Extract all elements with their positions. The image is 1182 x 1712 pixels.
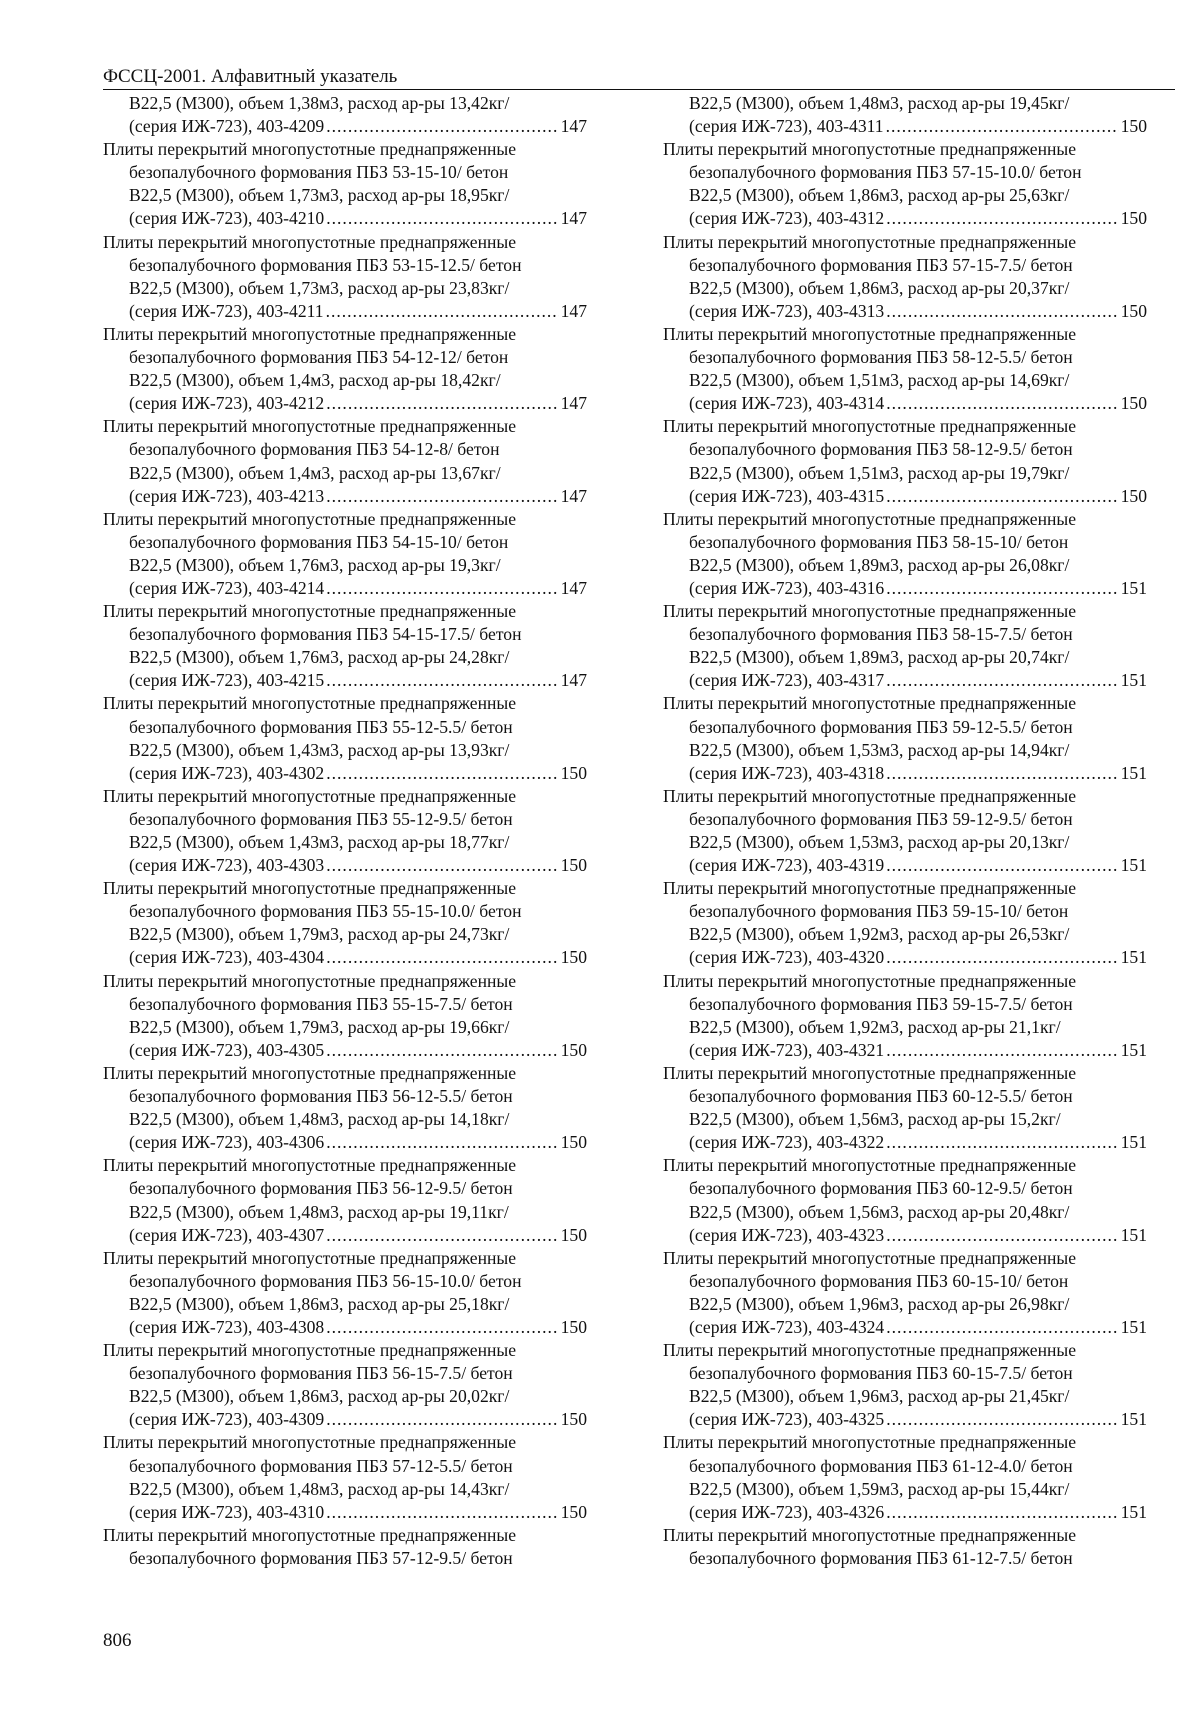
dot-leader [326,392,558,415]
index-entry-line: безопалубочного формования ПБЗ 60-12-5.5/ бетон [689,1086,1073,1107]
entry-text: (серия ИЖ-723), 403-4210 [129,208,325,229]
index-entry-line: безопалубочного формования ПБЗ 58-12-9.5/ бетон [689,439,1073,460]
entry-text: (серия ИЖ-723), 403-4306 [129,1132,325,1153]
entry-text: (серия ИЖ-723), 403-4313 [689,300,885,321]
index-entry-line: безопалубочного формования ПБЗ 57-15-10.0/ бетон [689,162,1082,183]
index-entry-line: безопалубочного формования ПБЗ 59-15-7.5/ бетон [689,993,1073,1014]
index-entry-heading: Плиты перекрытий многопустотные преднапряженные [103,323,517,344]
entry-page-number: 147 [560,393,587,414]
index-entry-line: безопалубочного формования ПБЗ 56-15-10.0/ бетон [129,1270,522,1291]
entry-page-number: 151 [1120,1039,1147,1060]
index-entry-heading: Плиты перекрытий многопустотные преднапряженные [663,508,1077,529]
index-entry-line: безопалубочного формования ПБЗ 54-12-8/ бетон [129,439,500,460]
index-entry-heading: Плиты перекрытий многопустотные преднапряженные [663,785,1077,806]
entry-text: (серия ИЖ-723), 403-4324 [689,1316,885,1337]
dot-leader [326,1224,558,1247]
entry-text: (серия ИЖ-723), 403-4307 [129,1224,325,1245]
index-entry-heading: Плиты перекрытий многопустотные преднапряженные [103,1247,517,1268]
dot-leader [326,946,558,969]
index-entry-reference [103,1224,587,1247]
entry-page-number: 151 [1120,1501,1147,1522]
index-entry-reference [103,392,587,415]
entry-text: (серия ИЖ-723), 403-4311 [689,116,884,137]
index-entry-heading: Плиты перекрытий многопустотные преднапряженные [663,970,1077,991]
entry-text: (серия ИЖ-723), 403-4209 [129,116,325,137]
entry-page-number: 147 [560,208,587,229]
index-entry-line: безопалубочного формования ПБЗ 57-15-7.5/ бетон [689,254,1073,275]
index-entry-line: В22,5 (М300), объем 1,73м3, расход ар-ры 23,83кг/ [129,277,510,298]
entry-page-number: 150 [560,947,587,968]
index-entry-line: В22,5 (М300), объем 1,59м3, расход ар-ры 15,44кг/ [689,1478,1070,1499]
index-entry-reference [103,115,587,138]
index-entry-line: В22,5 (М300), объем 1,48м3, расход ар-ры 19,45кг/ [689,93,1070,113]
index-entry-line: безопалубочного формования ПБЗ 59-12-9.5/ бетон [689,808,1073,829]
dot-leader [326,1039,558,1062]
entry-page-number: 151 [1120,1316,1147,1337]
entry-text: (серия ИЖ-723), 403-4310 [129,1501,325,1522]
index-entry-line: безопалубочного формования ПБЗ 55-15-7.5/ бетон [129,993,513,1014]
index-entry-reference [663,762,1147,785]
dot-leader [886,485,1118,508]
index-entry-heading: Плиты перекрытий многопустотные преднапряженные [663,139,1077,160]
index-entry-line: В22,5 (М300), объем 1,96м3, расход ар-ры 26,98кг/ [689,1293,1070,1314]
index-entry-line: безопалубочного формования ПБЗ 59-12-5.5/ бетон [689,716,1073,737]
index-entry-line: В22,5 (М300), объем 1,38м3, расход ар-ры 13,42кг/ [129,93,510,113]
dot-leader [326,1131,558,1154]
index-entry-line: безопалубочного формования ПБЗ 60-15-10/ бетон [689,1270,1069,1291]
index-entry-line: В22,5 (М300), объем 1,86м3, расход ар-ры 25,63кг/ [689,185,1070,206]
index-entry-heading: Плиты перекрытий многопустотные преднапряженные [663,1432,1077,1453]
index-entry-heading: Плиты перекрытий многопустотные преднапряженные [663,416,1077,437]
index-entry-line: В22,5 (М300), объем 1,86м3, расход ар-ры 25,18кг/ [129,1293,510,1314]
index-entry-line: безопалубочного формования ПБЗ 56-12-9.5/ бетон [129,1178,513,1199]
page-number: 806 [103,1630,132,1651]
dot-leader [886,1316,1118,1339]
entry-text: (серия ИЖ-723), 403-4318 [689,762,885,783]
index-entry-line: безопалубочного формования ПБЗ 55-12-9.5/ бетон [129,808,513,829]
entry-page-number: 151 [1120,1132,1147,1153]
entry-page-number: 150 [560,1316,587,1337]
index-entry-heading: Плиты перекрытий многопустотные преднапряженные [103,416,517,437]
index-entry-line: В22,5 (М300), объем 1,86м3, расход ар-ры 20,02кг/ [129,1386,510,1407]
index-entry-heading: Плиты перекрытий многопустотные преднапряженные [103,508,517,529]
index-entry-line: В22,5 (М300), объем 1,89м3, расход ар-ры 20,74кг/ [689,647,1070,668]
entry-page-number: 147 [560,300,587,321]
index-entry-line: В22,5 (М300), объем 1,53м3, расход ар-ры 20,13кг/ [689,832,1070,852]
dot-leader [886,300,1118,323]
index-entry-line: безопалубочного формования ПБЗ 61-12-4.0/ бетон [689,1455,1073,1476]
index-entry-line: безопалубочного формования ПБЗ 57-12-9.5/ бетон [129,1547,513,1568]
dot-leader [886,115,1119,138]
index-entry-reference [663,392,1147,415]
index-entry-line: В22,5 (М300), объем 1,43м3, расход ар-ры 13,93кг/ [129,739,510,760]
entry-page-number: 151 [1120,577,1147,598]
entry-text: (серия ИЖ-723), 403-4321 [689,1039,885,1060]
dot-leader [886,854,1118,877]
entry-page-number: 150 [560,855,587,876]
dot-leader [886,392,1118,415]
entry-text: (серия ИЖ-723), 403-4309 [129,1409,325,1430]
entry-page-number: 150 [1120,208,1147,229]
dot-leader [886,1039,1118,1062]
entry-text: (серия ИЖ-723), 403-4303 [129,855,325,876]
index-entry-line: В22,5 (М300), объем 1,92м3, расход ар-ры 26,53кг/ [689,924,1070,945]
entry-page-number: 150 [1120,485,1147,506]
index-entry-heading: Плиты перекрытий многопустотные преднапряженные [663,693,1077,714]
index-column-left [103,92,587,1570]
index-entry-line: В22,5 (М300), объем 1,79м3, расход ар-ры 24,73кг/ [129,924,510,945]
dot-leader [326,577,558,600]
entry-page-number: 147 [560,670,587,691]
dot-leader [886,1501,1118,1524]
dot-leader [886,946,1118,969]
index-entry-line: В22,5 (М300), объем 1,79м3, расход ар-ры 19,66кг/ [129,1016,510,1037]
dot-leader [886,577,1118,600]
entry-text: (серия ИЖ-723), 403-4316 [689,577,885,598]
entry-text: (серия ИЖ-723), 403-4325 [689,1409,885,1430]
index-entry-heading: Плиты перекрытий многопустотные преднапряженные [103,693,517,714]
index-entry-line: безопалубочного формования ПБЗ 58-12-5.5/ бетон [689,347,1073,368]
index-entry-heading: Плиты перекрытий многопустотные преднапряженные [103,1155,517,1176]
index-entry-line: В22,5 (М300), объем 1,4м3, расход ар-ры 18,42кг/ [129,370,501,391]
index-entry-heading: Плиты перекрытий многопустотные преднапряженные [663,601,1077,622]
dot-leader [326,669,558,692]
index-entry-line: безопалубочного формования ПБЗ 54-15-17.5/ бетон [129,624,522,645]
index-entry-line: безопалубочного формования ПБЗ 58-15-7.5/ бетон [689,624,1073,645]
dot-leader [886,1408,1118,1431]
index-entry-reference [103,1501,587,1524]
index-entry-reference [663,669,1147,692]
index-entry-reference [103,300,587,323]
entry-page-number: 151 [1120,670,1147,691]
index-entry-line: безопалубочного формования ПБЗ 55-12-5.5/ бетон [129,716,513,737]
dot-leader [886,762,1118,785]
entry-text: (серия ИЖ-723), 403-4326 [689,1501,885,1522]
entry-page-number: 151 [1120,947,1147,968]
index-entry-reference [663,854,1147,877]
index-entry-line: В22,5 (М300), объем 1,48м3, расход ар-ры 14,18кг/ [129,1109,510,1130]
entry-page-number: 150 [560,1501,587,1522]
index-entry-line: безопалубочного формования ПБЗ 57-12-5.5/ бетон [129,1455,513,1476]
index-entry-heading: Плиты перекрытий многопустотные преднапряженные [663,323,1077,344]
index-entry-reference [663,946,1147,969]
entry-text: (серия ИЖ-723), 403-4305 [129,1039,325,1060]
entry-page-number: 150 [560,762,587,783]
index-entry-line: В22,5 (М300), объем 1,53м3, расход ар-ры 14,94кг/ [689,739,1070,760]
index-entry-reference [663,1131,1147,1154]
index-entry-heading: Плиты перекрытий многопустотные преднапряженные [663,878,1077,899]
entry-text: (серия ИЖ-723), 403-4302 [129,762,325,783]
entry-page-number: 147 [560,116,587,137]
index-entry-heading: Плиты перекрытий многопустотные преднапряженные [663,231,1077,252]
index-entry-line: В22,5 (М300), объем 1,48м3, расход ар-ры 14,43кг/ [129,1478,510,1499]
index-entry-reference [103,854,587,877]
index-entry-reference [103,1131,587,1154]
index-entry-heading: Плиты перекрытий многопустотные преднапряженные [103,878,517,899]
dot-leader [326,854,558,877]
entry-text: (серия ИЖ-723), 403-4312 [689,208,885,229]
index-entry-line: В22,5 (М300), объем 1,48м3, расход ар-ры 19,11кг/ [129,1201,509,1222]
index-entry-heading: Плиты перекрытий многопустотные преднапряженные [103,1432,517,1453]
index-entry-line: В22,5 (М300), объем 1,4м3, расход ар-ры 13,67кг/ [129,462,501,483]
index-entry-line: безопалубочного формования ПБЗ 56-15-7.5/ бетон [129,1363,513,1384]
index-entry-heading: Плиты перекрытий многопустотные преднапряженные [663,1247,1077,1268]
dot-leader [326,300,559,323]
index-entry-reference [663,300,1147,323]
index-entry-reference [663,207,1147,230]
index-entry-reference [103,207,587,230]
dot-leader [326,207,558,230]
index-entry-reference [103,1408,587,1431]
index-entry-line: В22,5 (М300), объем 1,51м3, расход ар-ры 14,69кг/ [689,370,1070,391]
entry-text: (серия ИЖ-723), 403-4319 [689,855,885,876]
index-entry-reference [663,1408,1147,1431]
entry-text: (серия ИЖ-723), 403-4323 [689,1224,885,1245]
entry-text: (серия ИЖ-723), 403-4314 [689,393,885,414]
entry-text: (серия ИЖ-723), 403-4211 [129,300,324,321]
index-entry-reference [663,1039,1147,1062]
dot-leader [326,1316,558,1339]
index-entry-line: безопалубочного формования ПБЗ 55-15-10.0/ бетон [129,901,522,922]
index-entry-line: В22,5 (М300), объем 1,76м3, расход ар-ры 24,28кг/ [129,647,510,668]
entry-page-number: 147 [560,485,587,506]
entry-text: (серия ИЖ-723), 403-4322 [689,1132,885,1153]
index-entry-line: безопалубочного формования ПБЗ 61-12-7.5/ бетон [689,1547,1073,1568]
index-entry-line: В22,5 (М300), объем 1,56м3, расход ар-ры 15,2кг/ [689,1109,1061,1130]
index-entry-reference [663,1316,1147,1339]
index-entry-heading: Плиты перекрытий многопустотные преднапряженные [663,1062,1077,1083]
page-header [103,66,1175,90]
dot-leader [886,207,1118,230]
index-entry-reference [663,485,1147,508]
entry-page-number: 151 [1120,1409,1147,1430]
index-entry-heading: Плиты перекрытий многопустотные преднапряженные [103,1524,517,1545]
entry-page-number: 151 [1120,1224,1147,1245]
dot-leader [886,1224,1118,1247]
index-entry-line: В22,5 (М300), объем 1,51м3, расход ар-ры 19,79кг/ [689,462,1070,483]
index-entry-line: безопалубочного формования ПБЗ 60-15-7.5/ бетон [689,1363,1073,1384]
entry-text: (серия ИЖ-723), 403-4317 [689,670,885,691]
dot-leader [886,1131,1118,1154]
dot-leader [326,1408,558,1431]
index-entry-reference [663,1501,1147,1524]
dot-leader [326,485,558,508]
dot-leader [326,1501,558,1524]
index-column-right [663,92,1147,1570]
index-entry-reference [103,762,587,785]
index-entry-heading: Плиты перекрытий многопустотные преднапряженные [663,1155,1077,1176]
page-title: ФССЦ-2001. Алфавитный указатель [103,66,398,87]
dot-leader [326,115,558,138]
index-entry-reference [103,669,587,692]
index-entry-reference [103,946,587,969]
index-entry-reference [103,1316,587,1339]
index-entry-line: В22,5 (М300), объем 1,73м3, расход ар-ры 18,95кг/ [129,185,510,206]
entry-page-number: 150 [560,1132,587,1153]
entry-page-number: 150 [560,1039,587,1060]
entry-text: (серия ИЖ-723), 403-4320 [689,947,885,968]
entry-page-number: 150 [1120,393,1147,414]
index-entry-line: безопалубочного формования ПБЗ 60-12-9.5/ бетон [689,1178,1073,1199]
entry-text: (серия ИЖ-723), 403-4304 [129,947,325,968]
index-entry-heading: Плиты перекрытий многопустотные преднапряженные [103,601,517,622]
index-entry-reference [103,485,587,508]
index-entry-reference [663,577,1147,600]
entry-page-number: 150 [1120,300,1147,321]
index-entry-reference [663,115,1147,138]
entry-page-number: 151 [1120,855,1147,876]
index-entry-heading: Плиты перекрытий многопустотные преднапряженные [103,785,517,806]
index-entry-reference [663,1224,1147,1247]
entry-text: (серия ИЖ-723), 403-4308 [129,1316,325,1337]
index-entry-line: В22,5 (М300), объем 1,92м3, расход ар-ры 21,1кг/ [689,1016,1061,1037]
index-entry-line: В22,5 (М300), объем 1,56м3, расход ар-ры 20,48кг/ [689,1201,1070,1222]
entry-page-number: 150 [1120,116,1147,137]
index-entry-heading: Плиты перекрытий многопустотные преднапряженные [103,970,517,991]
entry-page-number: 147 [560,577,587,598]
entry-page-number: 150 [560,1224,587,1245]
index-entry-heading: Плиты перекрытий многопустотные преднапряженные [663,1524,1077,1545]
index-entry-line: В22,5 (М300), объем 1,86м3, расход ар-ры 20,37кг/ [689,277,1070,298]
entry-text: (серия ИЖ-723), 403-4215 [129,670,325,691]
entry-text: (серия ИЖ-723), 403-4213 [129,485,325,506]
dot-leader [886,669,1118,692]
index-entry-line: безопалубочного формования ПБЗ 53-15-12.5/ бетон [129,254,522,275]
index-entry-line: безопалубочного формования ПБЗ 54-12-12/ бетон [129,347,509,368]
index-entry-line: В22,5 (М300), объем 1,96м3, расход ар-ры 21,45кг/ [689,1386,1070,1407]
index-entry-reference [103,577,587,600]
index-entry-heading: Плиты перекрытий многопустотные преднапряженные [103,231,517,252]
entry-page-number: 150 [560,1409,587,1430]
entry-text: (серия ИЖ-723), 403-4214 [129,577,325,598]
index-entry-line: безопалубочного формования ПБЗ 56-12-5.5/ бетон [129,1086,513,1107]
entry-text: (серия ИЖ-723), 403-4212 [129,393,325,414]
index-entry-heading: Плиты перекрытий многопустотные преднапряженные [103,139,517,160]
index-entry-line: безопалубочного формования ПБЗ 59-15-10/ бетон [689,901,1069,922]
index-entry-line: В22,5 (М300), объем 1,89м3, расход ар-ры 26,08кг/ [689,554,1070,575]
index-entry-line: В22,5 (М300), объем 1,76м3, расход ар-ры 19,3кг/ [129,554,501,575]
index-entry-reference [103,1039,587,1062]
index-entry-line: безопалубочного формования ПБЗ 53-15-10/ бетон [129,162,509,183]
index-entry-line: В22,5 (М300), объем 1,43м3, расход ар-ры 18,77кг/ [129,832,510,852]
entry-text: (серия ИЖ-723), 403-4315 [689,485,885,506]
index-entry-heading: Плиты перекрытий многопустотные преднапряженные [103,1062,517,1083]
index-entry-heading: Плиты перекрытий многопустотные преднапряженные [103,1340,517,1361]
index-entry-heading: Плиты перекрытий многопустотные преднапряженные [663,1340,1077,1361]
index-entry-line: безопалубочного формования ПБЗ 54-15-10/ бетон [129,531,509,552]
dot-leader [326,762,558,785]
index-entry-line: безопалубочного формования ПБЗ 58-15-10/ бетон [689,531,1069,552]
entry-page-number: 151 [1120,762,1147,783]
